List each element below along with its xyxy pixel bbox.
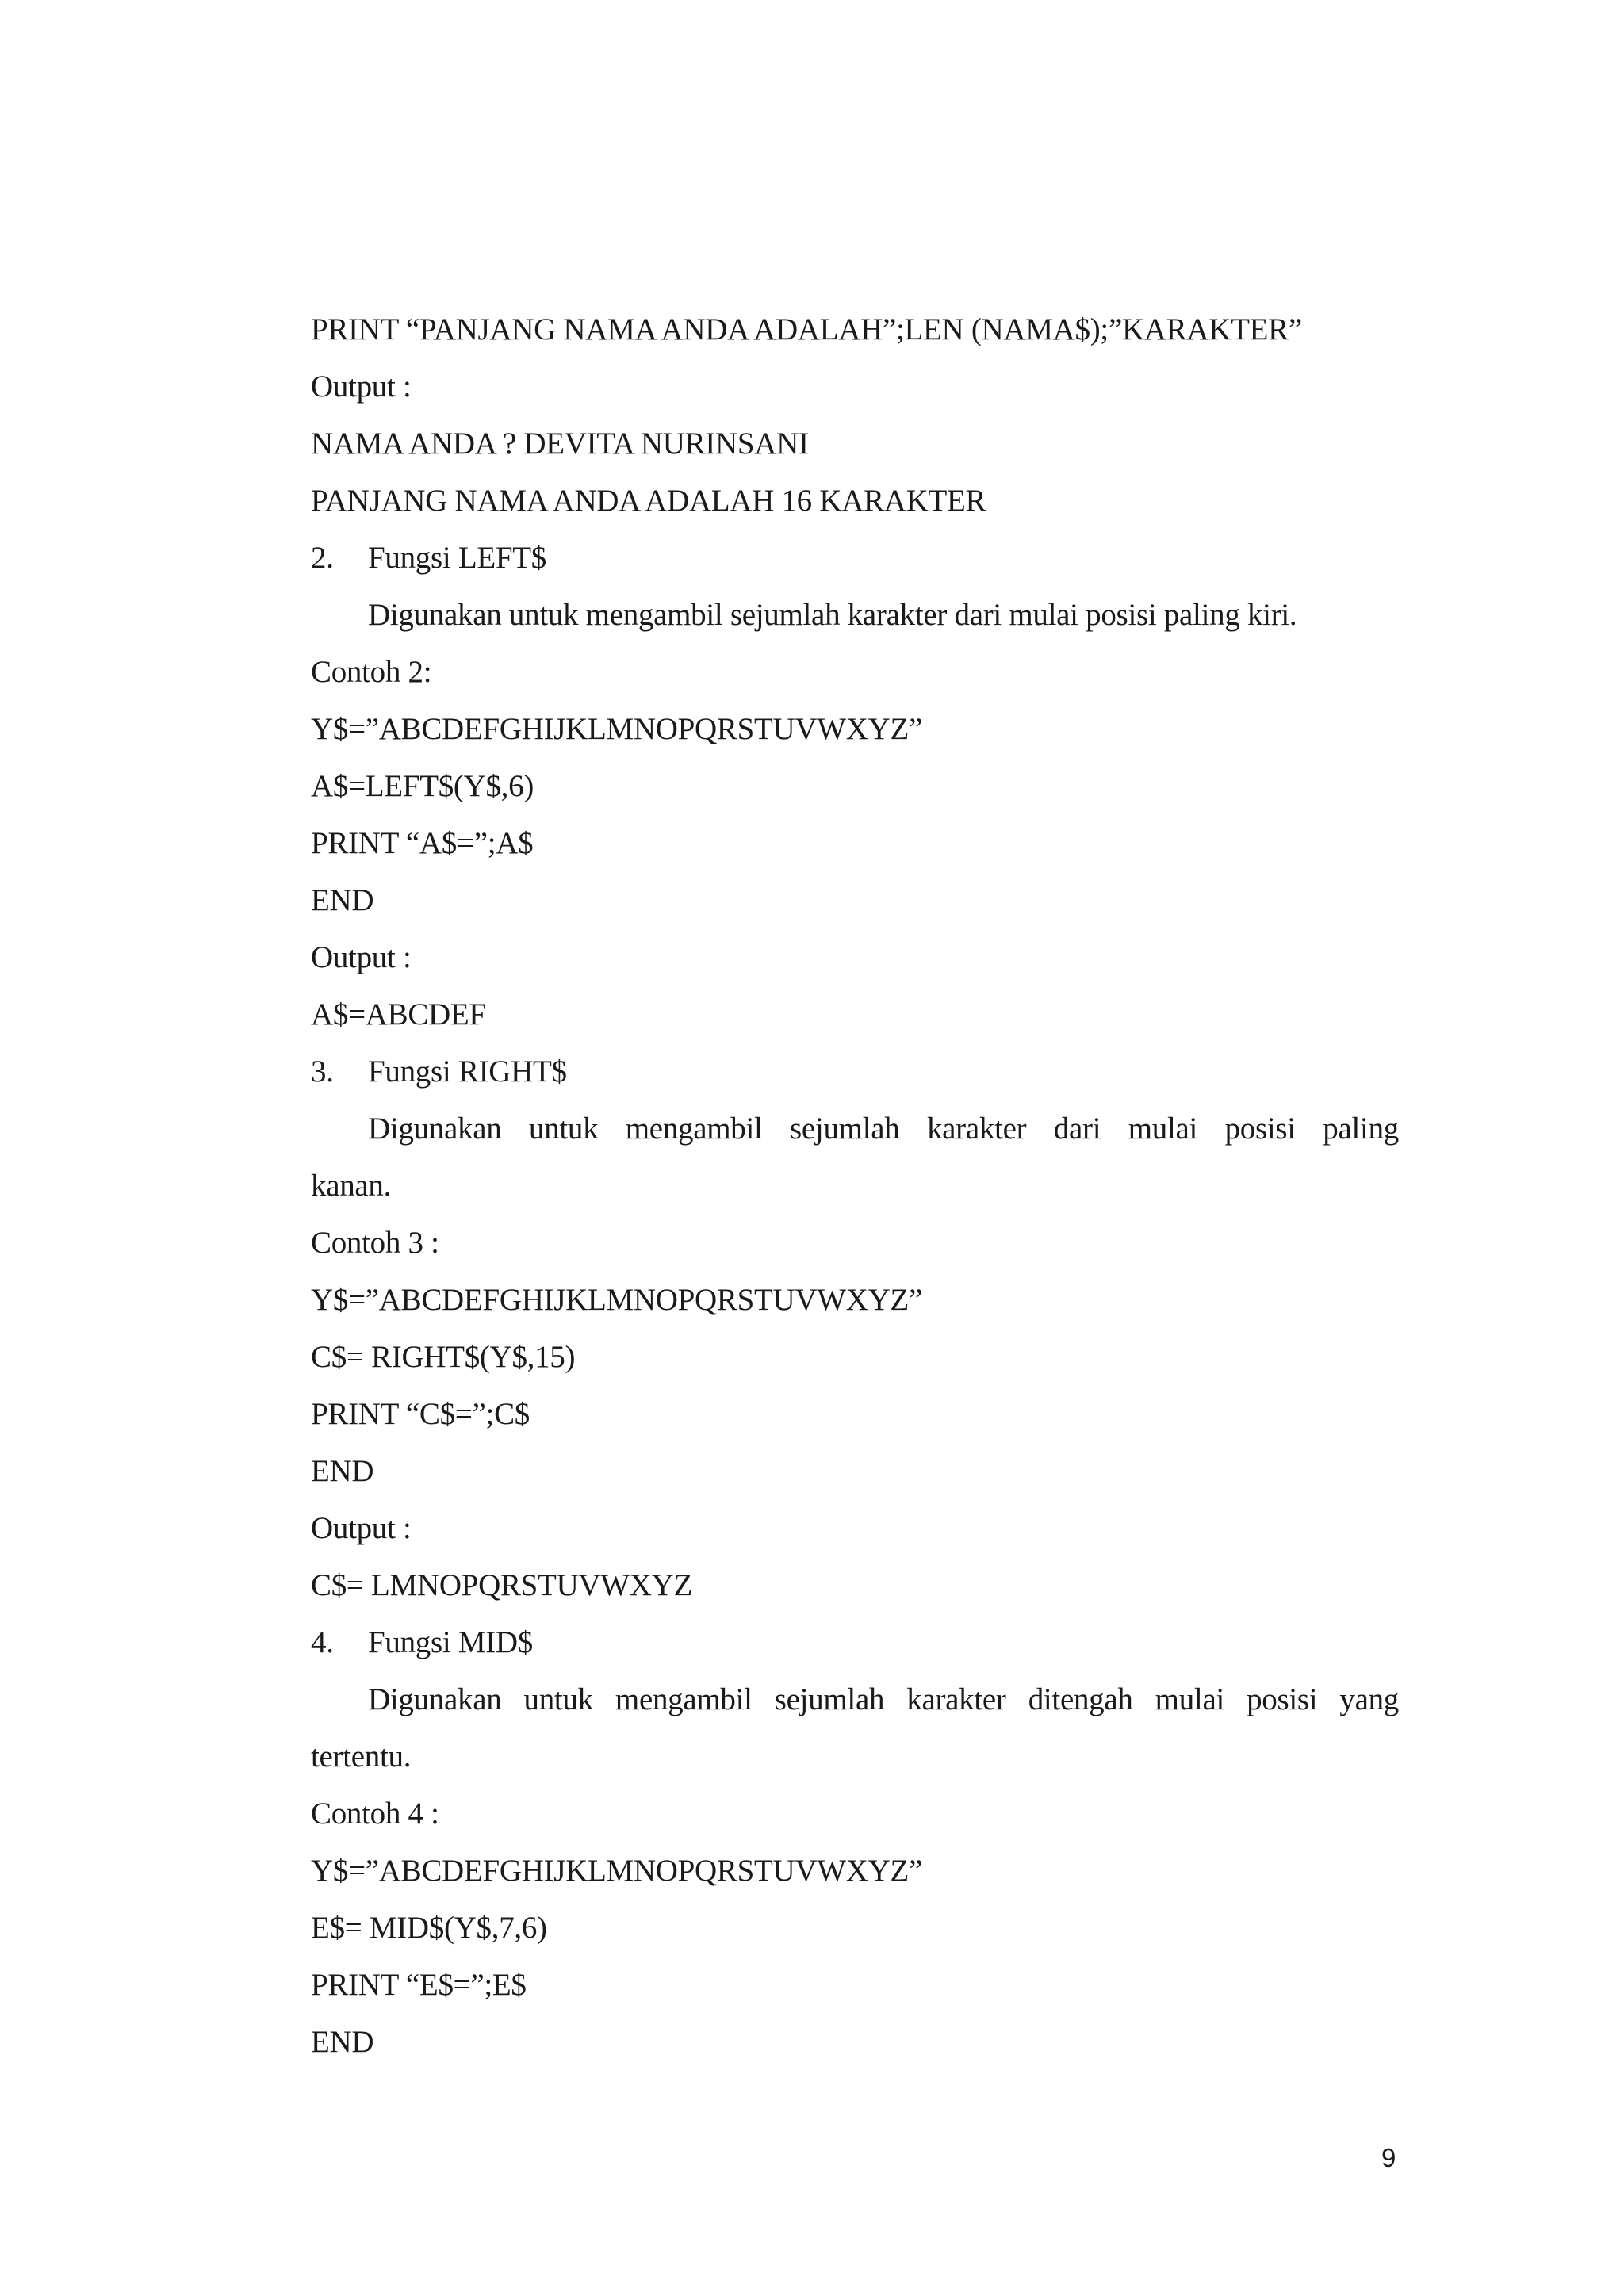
section-heading-right (311, 1053, 567, 1091)
section-description-left: Digunakan untuk mengambil sejumlah karakter dari mulai posisi paling kiri. (368, 598, 1297, 632)
example-title-3: Contoh 3 : (311, 1226, 439, 1260)
code-line: PRINT “E$=”;E$ (311, 1968, 527, 2002)
code-line: Y$=”ABCDEFGHIJKLMNOPQRSTUVWXYZ” (311, 712, 923, 746)
output-label: Output : (311, 369, 412, 404)
page-number: 9 (1381, 2143, 1396, 2172)
example-title-4: Contoh 4 : (311, 1797, 439, 1831)
output-label: Output : (311, 940, 412, 974)
section-number: 4. (311, 1625, 334, 1659)
output-line-nama: NAMA ANDA ? DEVITA NURINSANI (311, 427, 809, 461)
output-label: Output : (311, 1511, 412, 1545)
code-line: Y$=”ABCDEFGHIJKLMNOPQRSTUVWXYZ” (311, 1283, 923, 1317)
section-description-mid: Digunakan untuk mengambil sejumlah karakter ditengah mulai posisi yang (368, 1682, 1399, 1716)
code-line: A$=LEFT$(Y$,6) (311, 769, 534, 803)
section-description-right: Digunakan untuk mengambil sejumlah karakter dari mulai posisi paling (368, 1112, 1399, 1146)
section-title: Fungsi LEFT$ (368, 541, 547, 575)
code-line-print-len: PRINT “PANJANG NAMA ANDA ADALAH”;LEN (NAMA$);”KARAKTER” (311, 312, 1302, 346)
code-line: Y$=”ABCDEFGHIJKLMNOPQRSTUVWXYZ” (311, 1854, 923, 1888)
code-line: PRINT “C$=”;C$ (311, 1397, 530, 1431)
output-result: A$=ABCDEF (311, 997, 486, 1031)
section-title: Fungsi MID$ (368, 1625, 533, 1659)
code-line: END (311, 883, 374, 917)
example-title-2: Contoh 2: (311, 655, 432, 689)
code-line: END (311, 1454, 374, 1488)
code-line: PRINT “A$=”;A$ (311, 826, 534, 860)
code-line: END (311, 2025, 374, 2059)
output-line-panjang: PANJANG NAMA ANDA ADALAH 16 KARAKTER (311, 484, 986, 518)
section-number: 3. (311, 1054, 334, 1089)
code-line: E$= MID$(Y$,7,6) (311, 1911, 547, 1945)
code-line: C$= RIGHT$(Y$,15) (311, 1340, 576, 1374)
section-description-continued: tertentu. (311, 1739, 412, 1774)
section-heading-mid (311, 1624, 533, 1662)
section-title: Fungsi RIGHT$ (368, 1054, 567, 1089)
section-description-continued: kanan. (311, 1169, 392, 1203)
output-result: C$= LMNOPQRSTUVWXYZ (311, 1568, 693, 1602)
section-number: 2. (311, 541, 334, 575)
section-heading-left (311, 539, 546, 577)
